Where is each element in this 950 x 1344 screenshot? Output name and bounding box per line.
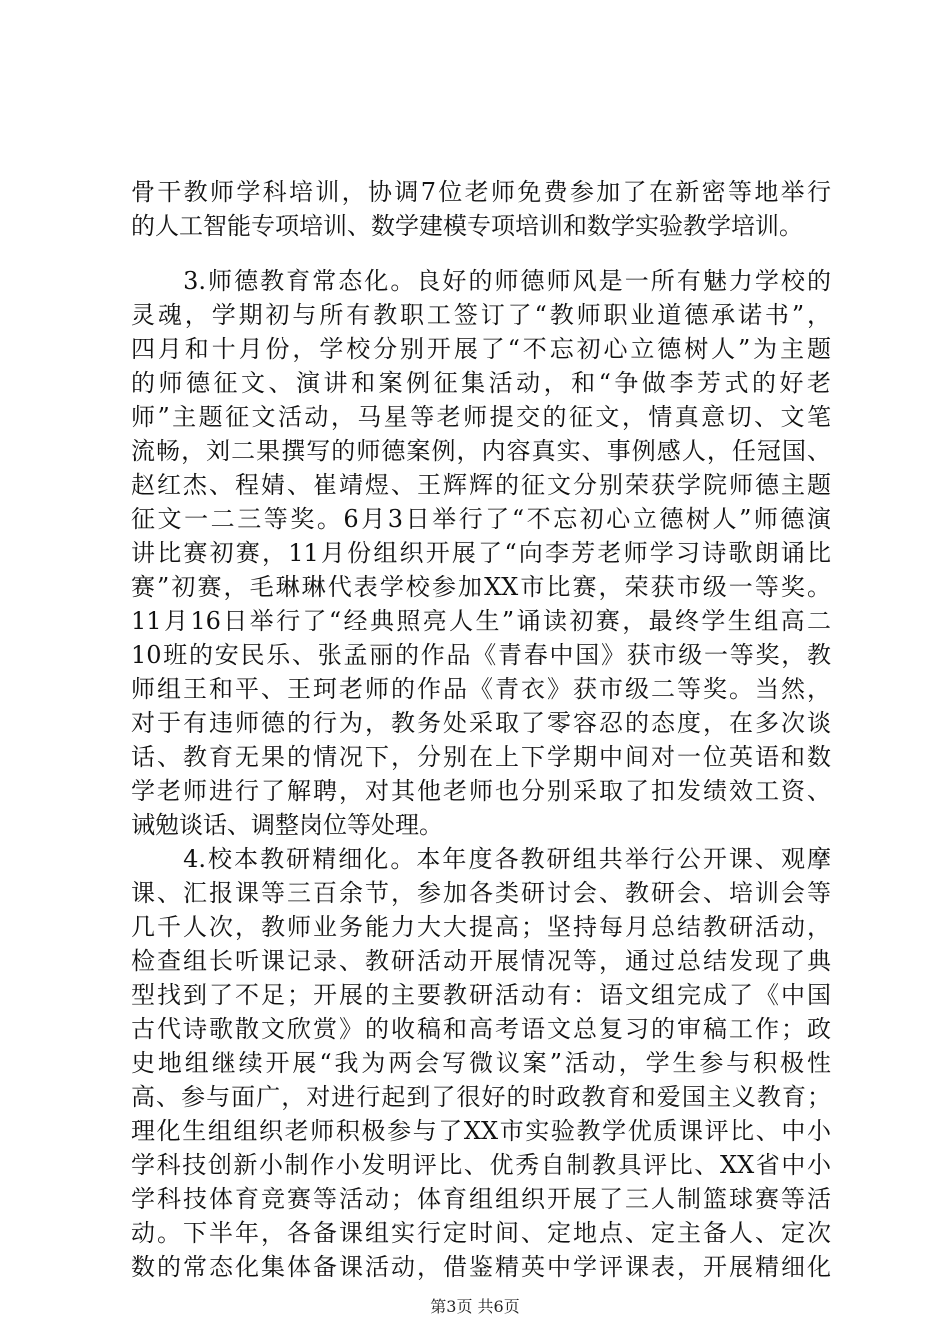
text-line: 动。下半年，各备课组实行定时间、定地点、定主备人、定次: [131, 1219, 831, 1247]
text-line: 灵魂，学期初与所有教职工签订了“教师职业道德承诺书”，: [131, 301, 831, 329]
text-line: 骨干教师学科培训，协调7位老师免费参加了在新密等地举行: [131, 178, 831, 206]
text-line: 学科技创新小制作小发明评比、优秀自制教具评比、XX省中小: [131, 1151, 831, 1179]
text-line: 流畅，刘二果撰写的师德案例，内容真实、事例感人，任冠国、: [131, 437, 831, 465]
text-line: 赵红杰、程婧、崔靖煜、王辉辉的征文分别荣获学院师德主题: [131, 471, 831, 499]
text-line: 对于有违师德的行为，教务处采取了零容忍的态度，在多次谈: [131, 709, 831, 737]
text-line: 学老师进行了解聘，对其他老师也分别采取了扣发绩效工资、: [131, 777, 831, 805]
text-line: 课、汇报课等三百余节，参加各类研讨会、教研会、培训会等: [131, 879, 831, 907]
text-line: 学科技体育竞赛等活动；体育组组织开展了三人制篮球赛等活: [131, 1185, 831, 1213]
text-line: 古代诗歌散文欣赏》的收稿和高考语文总复习的审稿工作；政: [131, 1015, 831, 1043]
text-line: 师”主题征文活动，马星等老师提交的征文，情真意切、文笔: [131, 403, 831, 431]
text-line: 诫勉谈话、调整岗位等处理。: [131, 811, 443, 839]
text-line: 10班的安民乐、张孟丽的作品《青春中国》获市级一等奖，教: [131, 641, 831, 669]
page-number-footer: 第3页 共6页: [430, 1297, 520, 1316]
text-line: 赛”初赛，毛琳琳代表学校参加XX市比赛，荣获市级一等奖。: [131, 573, 831, 601]
text-line: 史地组继续开展“我为两会写微议案”活动，学生参与积极性: [131, 1049, 831, 1077]
text-line: 几千人次，教师业务能力大大提高；坚持每月总结教研活动，: [131, 913, 831, 941]
text-line: 征文一二三等奖。6月3日举行了“不忘初心立德树人”师德演: [131, 505, 831, 533]
text-line: 话、教育无果的情况下，分别在上下学期中间对一位英语和数: [131, 743, 831, 771]
text-line: 数的常态化集体备课活动，借鉴精英中学评课表，开展精细化: [131, 1253, 831, 1281]
text-line: 的人工智能专项培训、数学建模专项培训和数学实验教学培训。: [131, 212, 803, 240]
text-line: 4.校本教研精细化。本年度各教研组共举行公开课、观摩: [131, 845, 831, 873]
text-line: 型找到了不足；开展的主要教研活动有：语文组完成了《中国: [131, 981, 831, 1009]
text-line: 四月和十月份，学校分别开展了“不忘初心立德树人”为主题: [131, 335, 831, 363]
text-line: 理化生组组织老师积极参与了XX市实验教学优质课评比、中小: [131, 1117, 831, 1145]
text-line: 检查组长听课记录、教研活动开展情况等，通过总结发现了典: [131, 947, 831, 975]
text-line: 的师德征文、演讲和案例征集活动，和“争做李芳式的好老: [131, 369, 831, 397]
text-line: 3.师德教育常态化。良好的师德师风是一所有魅力学校的: [131, 267, 831, 295]
text-line: 师组王和平、王珂老师的作品《青衣》获市级二等奖。当然，: [131, 675, 831, 703]
text-line: 高、参与面广，对进行起到了很好的时政教育和爱国主义教育；: [131, 1083, 831, 1111]
text-line: 讲比赛初赛，11月份组织开展了“向李芳老师学习诗歌朗诵比: [131, 539, 831, 567]
text-line: 11月16日举行了“经典照亮人生”诵读初赛，最终学生组高二: [131, 607, 831, 635]
